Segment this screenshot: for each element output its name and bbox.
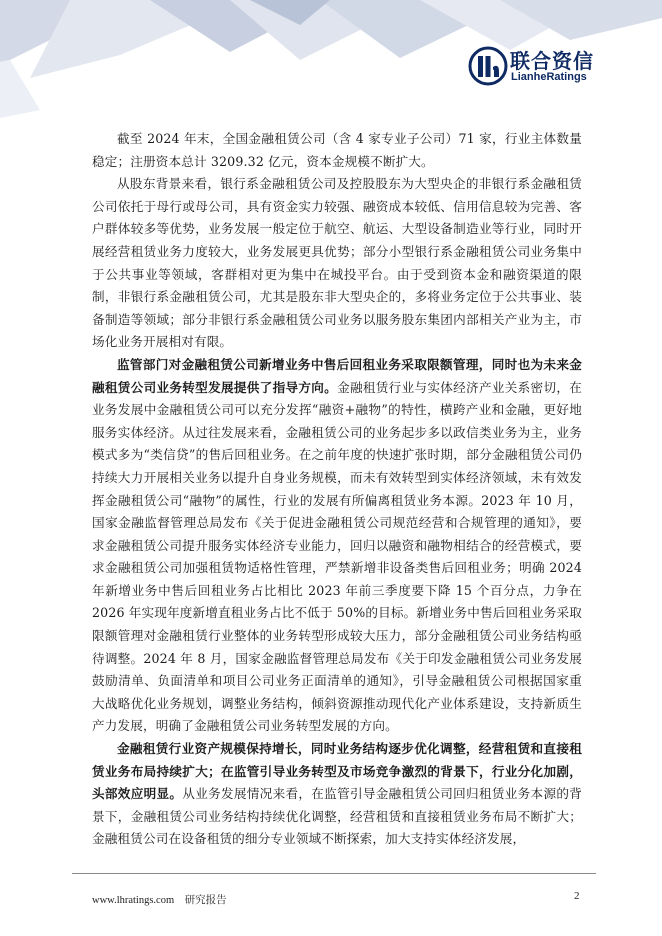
paragraph-asset-growth-lead: 金融租赁行业资产规模保持增长，同时业务结构逐步优化调整，经营租赁和直接租赁业务布局持续扩大；在监管引导业务转型及市场竞争激烈的背景下，行业分化加剧，头部效应明显。 [92,741,582,802]
lianhe-ratings-logo [468,42,598,88]
logo-text-cn: 联合资信 [510,49,594,73]
paragraph-regulation-lead: 监管部门对金融租赁公司新增业务中售后回租业务采取限额管理，同时也为未来金融租赁公司业务转型发展提供了指导方向。 [92,356,582,395]
footer-info [92,892,227,907]
paragraph-asset-growth [92,738,582,851]
paragraph-regulation [92,354,582,738]
paragraph-asset-growth-text: 从业务发展情况来看，在监管引导金融租赁公司回归租赁业务本源的背景下，金融租赁公司业务结构持续优化调整，经营租赁和直接租赁业务布局不断扩大；金融租赁公司在设备租赁的细分专业领域不断探索，加大支持实体经济发展， [92,786,582,847]
footer-label: 研究报告 [184,895,227,906]
paragraph-regulation-text: 金融租赁行业与实体经济产业关系密切，在业务发展中金融租赁公司可以充分发挥“融资+融物”的特性，横跨产业和金融，更好地服务实体经济。从过往发展来看，金融租赁公司的业务起步多以政信类业务为主，业务模式多为“类信贷”的售后回租业务。在之前年度的快速扩张时期，部分金融租赁公司仍持续大力开展相关业务以提升自身业务规模，而未有效转型到实体经济领域，未有效发挥金融租赁公司“融物”的属性，行业的发展有所偏离租赁业务本源。2023 年 10 月，国家金融监督管理总局发布《关于促进金融租赁公司规范经营和合规管理的通知》，要求金融租赁公司提升服务实体经济专业能力，回归以融资和融物相结合的经营模式，要求金融租赁公司加强租赁物适格性管理，严禁新增非设备类售后回租业务；明确 2024 年新增业务中售后回租业务占比相比 2023 年前三季度要下降 15 个百分点，力争在 2026 年实现年度新增直租业务占比不低于 50%的目标。新增业务中售后回租业务采取限额管理对金融租赁行业整体的业务转型形成较大压力，部分金融租赁公司业务结构亟待调整。2024 年 8 月，国家金融监督管理总局发布《关于印发金融租赁公司业务发展鼓励清单、负面清单和项目公司业务正面清单的通知》，引导金融租赁公司根据国家重大战略优化业务规划，调整业务结构，倾斜资源推动现代化产业体系建设，支持新质生产力发展，明确了金融租赁公司业务转型发展的方向。 [92,379,582,734]
paragraph-shareholder-background: 从股东背景来看，银行系金融租赁公司及控股股东为大型央企的非银行系金融租赁公司依托于母行或母公司，具有资金实力较强、融资成本较低、信用信息较为完善、客户群体较多等优势，业务发展一般定位于航空、航运、大型设备制造业等行业，同时开展经营租赁业务力度较大，业务发展更具优势；部分小型银行系金融租赁公司业务集中于公共事业等领域，客群相对更为集中在城投平台。由于受到资本金和融资渠道的限制，非银行系金融租赁公司，尤其是股东非大型央企的，多将业务定位于公共事业、装备制造等领域；部分非银行系金融租赁公司业务以服务股东集团内部相关产业为主，市场化业务开展相对有限。 [92,176,582,350]
footer-url[interactable]: www.lhratings.com [92,895,175,906]
report-body [92,128,582,851]
logo-text-en: LianheRatings [511,71,587,83]
paragraph-registered-capital: 截至 2024 年末，全国金融租赁公司（含 4 家专业子公司）71 家，行业主体数量稳定；注册资本总计 3209.32 亿元，资本金规模不断扩大。 [92,131,582,169]
lianhe-logo-icon [468,46,508,86]
page-number: 2 [574,890,580,902]
footer-divider [72,873,596,874]
